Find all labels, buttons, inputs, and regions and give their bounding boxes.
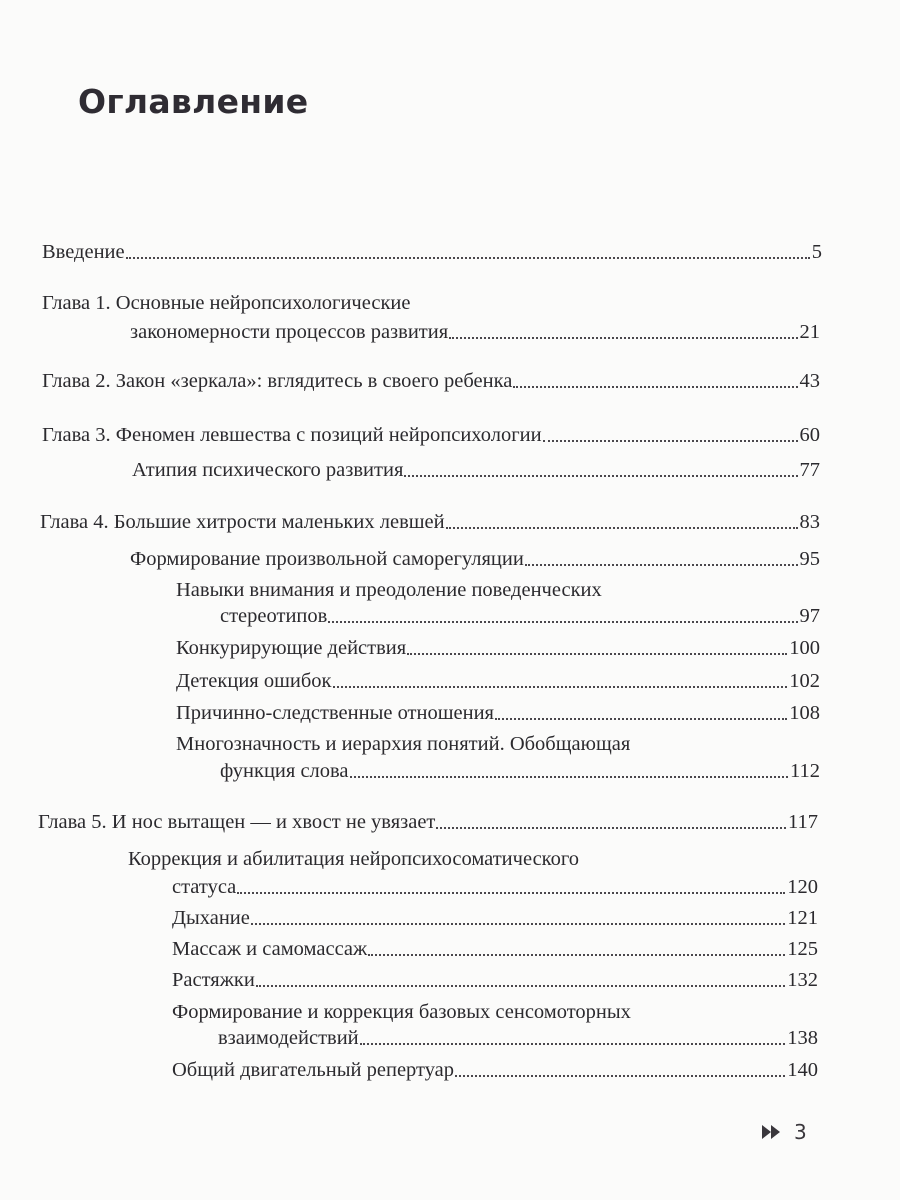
toc-label: Формирование произвольной саморегуляции bbox=[130, 548, 524, 570]
leader-dots bbox=[543, 440, 798, 442]
leader-dots bbox=[368, 954, 785, 956]
toc-entry-ch5-s1-c[interactable] bbox=[172, 966, 818, 994]
toc-entry-ch4[interactable] bbox=[40, 508, 820, 536]
toc-page: 120 bbox=[787, 876, 818, 898]
toc-label: Глава 5. И нос вытащен — и хвост не увязает bbox=[38, 811, 436, 833]
toc-page: 83 bbox=[799, 511, 820, 533]
toc-entry-ch5-s1-e[interactable] bbox=[172, 1056, 818, 1084]
leader-dots bbox=[404, 475, 797, 477]
leader-dots bbox=[495, 718, 787, 720]
toc-entry-ch4-s1-e-line1[interactable]: Многозначность и иерархия понятий. Обобщающая bbox=[176, 733, 631, 755]
toc-label: закономерности процессов развития bbox=[130, 321, 449, 343]
toc-label: Дыхание bbox=[172, 907, 250, 929]
toc-label: Массаж и самомассаж bbox=[172, 938, 368, 960]
toc-entry-ch4-s1[interactable] bbox=[130, 545, 820, 573]
toc-entry-ch4-s1-a-line1[interactable]: Навыки внимания и преодоление поведенческих bbox=[176, 579, 602, 601]
toc-label: Глава 4. Большие хитрости маленьких левшей bbox=[40, 511, 445, 533]
page-number: 3 bbox=[794, 1120, 807, 1144]
leader-dots bbox=[251, 923, 785, 925]
toc-page: 140 bbox=[787, 1059, 818, 1081]
toc-label: стереотипов bbox=[220, 605, 328, 627]
toc-page: 5 bbox=[811, 241, 822, 263]
toc-entry-ch5-s1-b[interactable] bbox=[172, 935, 818, 963]
leader-dots bbox=[350, 776, 788, 778]
toc-entry-ch3[interactable] bbox=[42, 421, 820, 449]
toc-page: 117 bbox=[788, 811, 818, 833]
leader-dots bbox=[126, 257, 810, 259]
toc-label: Общий двигательный репертуар bbox=[172, 1059, 455, 1081]
toc-label: взаимодействий bbox=[218, 1027, 359, 1049]
page-footer bbox=[762, 1120, 807, 1144]
toc-label: Растяжки bbox=[172, 969, 255, 991]
toc-label: Детекция ошибок bbox=[176, 670, 332, 692]
toc-page: 138 bbox=[787, 1027, 818, 1049]
toc-page: 125 bbox=[787, 938, 818, 960]
toc-page: 108 bbox=[789, 702, 820, 724]
toc-entry-ch5[interactable] bbox=[38, 808, 818, 836]
toc-label: Глава 3. Феномен левшества с позиций нейропсихологии bbox=[42, 424, 542, 446]
toc-entry-ch4-s1-e[interactable] bbox=[220, 757, 820, 785]
leader-dots bbox=[237, 892, 785, 894]
toc-label: Атипия психического развития bbox=[132, 459, 404, 481]
toc-label: Конкурирующие действия bbox=[176, 637, 407, 659]
fast-forward-icon bbox=[762, 1125, 780, 1139]
toc-entry-ch4-s1-a[interactable] bbox=[220, 602, 820, 630]
toc-label: Глава 2. Закон «зеркала»: вглядитесь в своего ребенка bbox=[42, 370, 513, 392]
toc-entry-ch5-s1-a[interactable] bbox=[172, 904, 818, 932]
leader-dots bbox=[328, 621, 797, 623]
toc-label: Причинно-следственные отношения bbox=[176, 702, 494, 724]
toc-page: 97 bbox=[799, 605, 820, 627]
leader-dots bbox=[525, 564, 798, 566]
toc-entry-ch4-s1-b[interactable] bbox=[176, 634, 820, 662]
leader-dots bbox=[256, 985, 785, 987]
toc-page: 43 bbox=[799, 370, 820, 392]
toc-page: 60 bbox=[799, 424, 820, 446]
toc-page: 112 bbox=[790, 760, 820, 782]
leader-dots bbox=[513, 386, 797, 388]
toc-entry-ch1[interactable] bbox=[130, 318, 820, 346]
leader-dots bbox=[455, 1075, 785, 1077]
toc-entry-ch1-line1[interactable]: Глава 1. Основные нейропсихологические bbox=[42, 292, 411, 314]
toc-entry-ch3-s1[interactable] bbox=[132, 456, 820, 484]
toc-label: статуса bbox=[172, 876, 237, 898]
toc-entry-intro[interactable] bbox=[42, 238, 822, 266]
toc-page: 102 bbox=[789, 670, 820, 692]
leader-dots bbox=[446, 527, 798, 529]
page-title: Оглавление bbox=[78, 82, 309, 121]
toc-page: 132 bbox=[787, 969, 818, 991]
toc-page: 95 bbox=[799, 548, 820, 570]
toc-entry-ch5-s1-line1[interactable]: Коррекция и абилитация нейропсихосоматического bbox=[128, 848, 579, 870]
toc-entry-ch4-s1-c[interactable] bbox=[176, 667, 820, 695]
leader-dots bbox=[449, 337, 797, 339]
toc-label: функция слова bbox=[220, 760, 349, 782]
leader-dots bbox=[436, 827, 786, 829]
toc-entry-ch2[interactable] bbox=[42, 367, 820, 395]
toc-entry-ch4-s1-d[interactable] bbox=[176, 699, 820, 727]
toc-page: 77 bbox=[799, 459, 820, 481]
toc-entry-ch5-s1-d-line1[interactable]: Формирование и коррекция базовых сенсомоторных bbox=[172, 1001, 631, 1023]
leader-dots bbox=[407, 653, 787, 655]
leader-dots bbox=[333, 686, 788, 688]
toc-label: Введение bbox=[42, 241, 125, 263]
toc-page: 121 bbox=[787, 907, 818, 929]
leader-dots bbox=[360, 1043, 786, 1045]
toc-page: 100 bbox=[789, 637, 820, 659]
toc-entry-ch5-s1-d[interactable] bbox=[218, 1024, 818, 1052]
toc-page: 21 bbox=[799, 321, 820, 343]
toc-entry-ch5-s1[interactable] bbox=[172, 873, 818, 901]
